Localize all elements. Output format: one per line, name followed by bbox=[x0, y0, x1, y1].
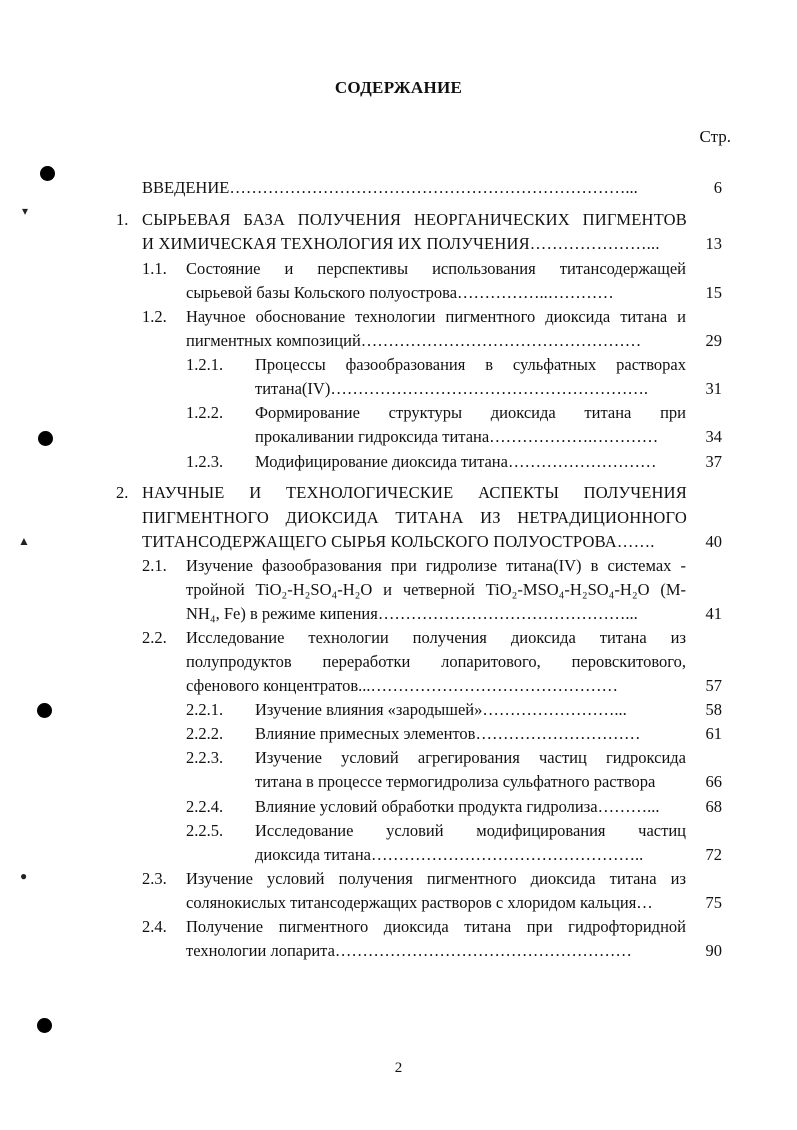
toc-entry-text: тройной TiO₂-H₂SO₄-H₂O и четверной TiO₂-MSO₄-H₂SO₄-H₂O (M- bbox=[186, 580, 686, 599]
toc-entry-text: Модифицирование диоксида титана……………………… bbox=[255, 452, 657, 471]
toc-entry-number: 2.2. bbox=[142, 628, 167, 647]
page-number: 2 bbox=[394, 1060, 403, 1076]
toc-entry-text: ТИТАНСОДЕРЖАЩЕГО СЫРЬЯ КОЛЬСКОГО ПОЛУОСТРОВА……. bbox=[142, 532, 655, 551]
toc-entry-text: солянокислых титансодержащих растворов с хлоридом кальция… bbox=[186, 893, 653, 912]
toc-entry-text: пигментных композиций…………………………………………… bbox=[186, 331, 642, 350]
toc-entry-text: полупродуктов переработки лопаритового, перовскитового, bbox=[186, 652, 686, 671]
toc-entry-number: 2.2.1. bbox=[186, 700, 224, 719]
toc-entry-page: 57 bbox=[705, 676, 722, 695]
scan-speck: ▲ bbox=[18, 534, 30, 548]
toc-entry-text: Исследование условий модифицирования частиц bbox=[255, 821, 686, 840]
page-title: СОДЕРЖАНИЕ bbox=[334, 78, 463, 97]
toc-entry-page: 15 bbox=[705, 283, 722, 302]
toc-entry-page: 61 bbox=[705, 724, 722, 743]
toc-entry-text: Изучение фазообразования при гидролизе титана(IV) в системах - bbox=[186, 556, 686, 575]
toc-entry-number: 1.1. bbox=[142, 259, 167, 278]
toc-entry-text: Научное обоснование технологии пигментного диоксида титана и bbox=[186, 307, 686, 326]
toc-entry-page: 13 bbox=[705, 234, 722, 253]
toc-entry-number: 1. bbox=[116, 210, 129, 229]
toc-entry-page: 68 bbox=[705, 797, 722, 816]
toc-entry-number: 1.2.3. bbox=[186, 452, 224, 471]
toc-entry-text: Изучение влияния «зародышей»……………………... bbox=[255, 700, 627, 719]
toc-entry-text: Формирование структуры диоксида титана при bbox=[255, 403, 686, 422]
toc-entry-page: 41 bbox=[705, 604, 722, 623]
toc-entry-text: сырьевой базы Кольского полуострова……………..………… bbox=[186, 283, 614, 302]
toc-entry-text: СЫРЬЕВАЯ БАЗА ПОЛУЧЕНИЯ НЕОРГАНИЧЕСКИХ ПИГМЕНТОВ bbox=[142, 210, 687, 229]
toc-entry-number: 1.2. bbox=[142, 307, 167, 326]
toc-entry-page: 58 bbox=[705, 700, 722, 719]
toc-entry-page: 75 bbox=[705, 893, 722, 912]
toc-entry-text: сфенового концентратов...……………………………………… bbox=[186, 676, 618, 695]
toc-entry-text: Исследование технологии получения диоксида титана из bbox=[186, 628, 686, 647]
toc-entry-text: технологии лопарита……………………………………………… bbox=[186, 941, 632, 960]
toc-entry-page: 31 bbox=[705, 379, 722, 398]
toc-entry-number: 2.2.2. bbox=[186, 724, 224, 743]
toc-entry-number: 2.2.3. bbox=[186, 748, 224, 767]
toc-entry-number: 2.2.4. bbox=[186, 797, 224, 816]
toc-entry-text: Изучение условий получения пигментного диоксида титана из bbox=[186, 869, 686, 888]
toc-entry-page: 6 bbox=[713, 178, 722, 197]
toc-entry-text: Состояние и перспективы использования титансодержащей bbox=[186, 259, 686, 278]
toc-entry-number: 2.2.5. bbox=[186, 821, 224, 840]
punch-hole-mark bbox=[37, 703, 52, 718]
toc-entry-page: 72 bbox=[705, 845, 722, 864]
toc-entry-text: И ХИМИЧЕСКАЯ ТЕХНОЛОГИЯ ИХ ПОЛУЧЕНИЯ…………………... bbox=[142, 234, 660, 253]
toc-entry-page: 37 bbox=[705, 452, 722, 471]
toc-entry-text: Изучение условий агрегирования частиц гидроксида bbox=[255, 748, 686, 767]
punch-hole-mark bbox=[38, 431, 53, 446]
toc-entry-text: НАУЧНЫЕ И ТЕХНОЛОГИЧЕСКИЕ АСПЕКТЫ ПОЛУЧЕНИЯ bbox=[142, 483, 687, 502]
toc-entry-number: 2. bbox=[116, 483, 129, 502]
scan-speck: ▾ bbox=[22, 204, 29, 218]
toc-entry-text: NH₄, Fe) в режиме кипения………………………………………... bbox=[186, 604, 638, 623]
toc-entry-number: 1.2.2. bbox=[186, 403, 224, 422]
toc-entry-page: 90 bbox=[705, 941, 722, 960]
punch-hole-mark bbox=[40, 166, 55, 181]
toc-entry-number: 2.3. bbox=[142, 869, 167, 888]
page-column-label: Стр. bbox=[699, 127, 731, 146]
toc-entry-page: 40 bbox=[705, 532, 722, 551]
toc-entry-text: Получение пигментного диоксида титана при гидрофторидной bbox=[186, 917, 686, 936]
scan-speck: ● bbox=[20, 869, 28, 883]
toc-entry-text: Влияние примесных элементов………………………… bbox=[255, 724, 641, 743]
toc-entry-number: 1.2.1. bbox=[186, 355, 224, 374]
toc-entry-page: 34 bbox=[705, 427, 722, 446]
toc-entry-text: титана в процессе термогидролиза сульфатного раствора bbox=[255, 772, 656, 791]
toc-entry-text: прокаливании гидроксида титана……………….………… bbox=[255, 427, 659, 446]
toc-entry-text: ПИГМЕНТНОГО ДИОКСИДА ТИТАНА ИЗ НЕТРАДИЦИОННОГО bbox=[142, 508, 687, 527]
toc-entry-text: ВВЕДЕНИЕ………………………………………………………………... bbox=[142, 178, 638, 197]
toc-entry-number: 2.1. bbox=[142, 556, 167, 575]
toc-entry-page: 29 bbox=[705, 331, 722, 350]
punch-hole-mark bbox=[37, 1018, 52, 1033]
toc-entry-text: Процессы фазообразования в сульфатных растворах bbox=[255, 355, 686, 374]
toc-entry-text: титана(IV)…………………………………………………. bbox=[255, 379, 648, 398]
toc-entry-text: Влияние условий обработки продукта гидролиза………... bbox=[255, 797, 660, 816]
toc-entry-number: 2.4. bbox=[142, 917, 167, 936]
toc-entry-page: 66 bbox=[705, 772, 722, 791]
toc-entry-text: диоксида титана………………………………………….. bbox=[255, 845, 644, 864]
